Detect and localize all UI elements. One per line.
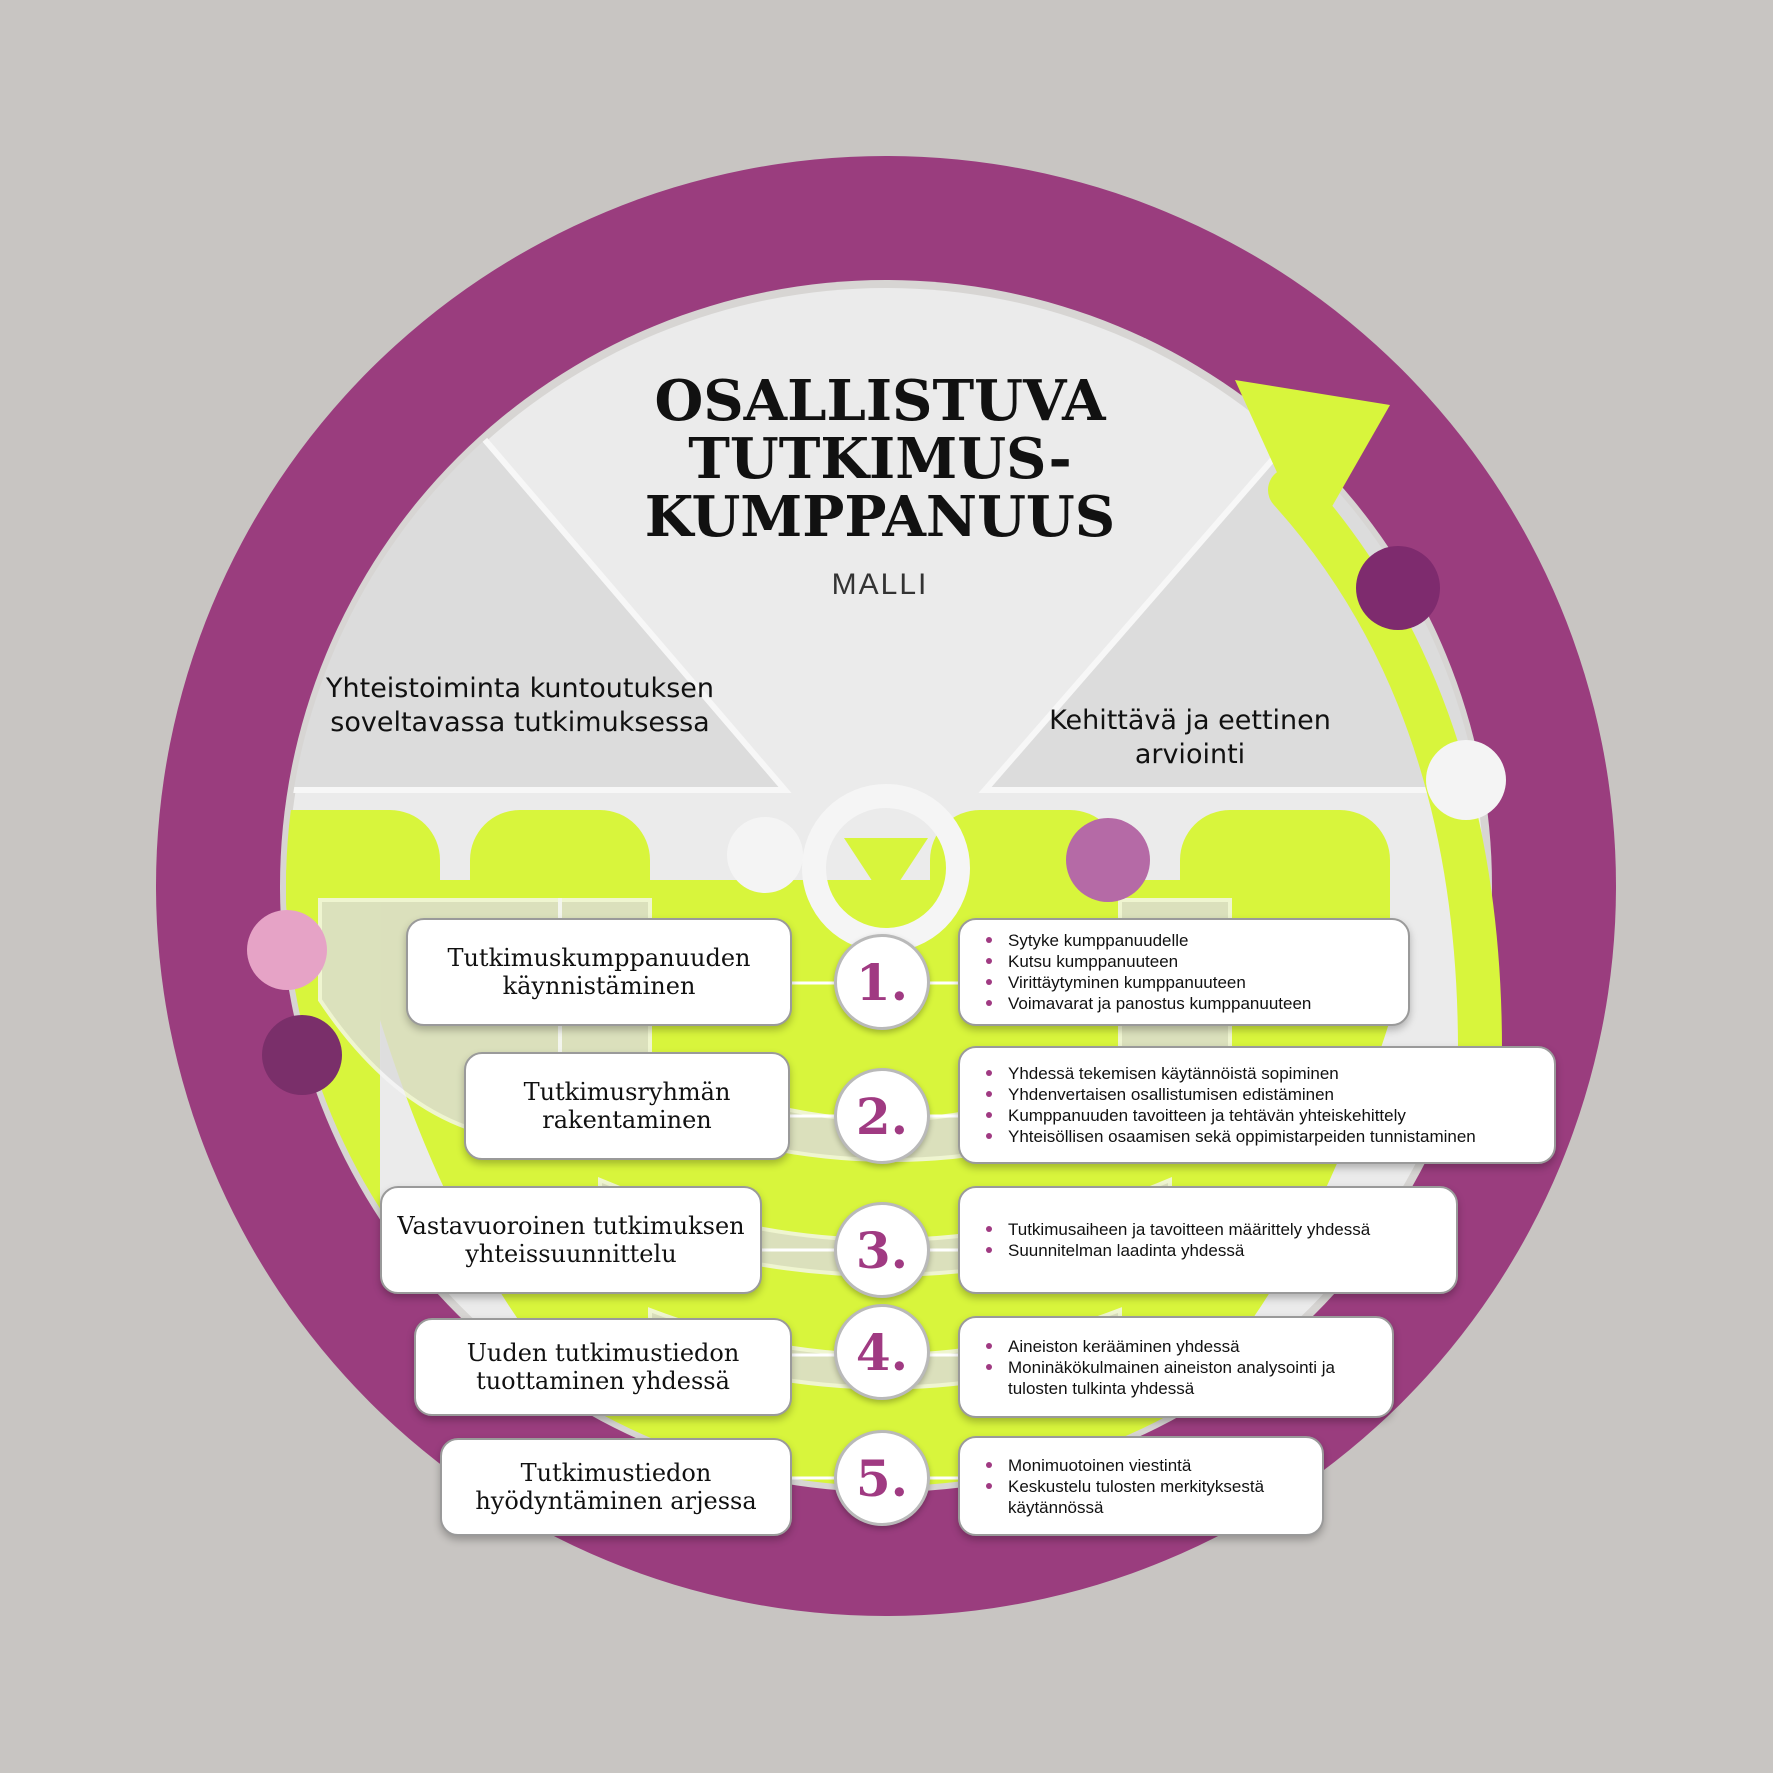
step-1-details <box>958 918 1410 1026</box>
list-item: Aineiston kerääminen yhdessä <box>986 1336 1378 1357</box>
left-heading: Yhteistoiminta kuntoutuksen soveltavassa tutkimuksessa <box>326 673 714 738</box>
list-item: Kutsu kumppanuuteen <box>986 951 1311 972</box>
step-3-details <box>958 1186 1458 1294</box>
step-3-box <box>380 1186 762 1294</box>
step-2-number: 2. <box>834 1068 930 1164</box>
list-item: Yhdessä tekemisen käytännöistä sopiminen <box>986 1063 1476 1084</box>
step-5-box <box>440 1438 792 1536</box>
step-4-details <box>958 1316 1394 1418</box>
list-item: Tutkimusaiheen ja tavoitteen määrittely yhdessä <box>986 1219 1370 1240</box>
step-1-number: 1. <box>834 934 930 1030</box>
list-item: Suunnitelman laadinta yhdessä <box>986 1240 1370 1261</box>
step-2-details <box>958 1046 1556 1164</box>
step-3-number: 3. <box>834 1202 930 1298</box>
step-5-details <box>958 1436 1324 1536</box>
step-4-title: Uuden tutkimustiedon tuottaminen yhdessä <box>466 1339 740 1395</box>
step-1-box <box>406 918 792 1026</box>
list-item: Kumppanuuden tavoitteen ja tehtävän yhteiskehittely <box>986 1105 1476 1126</box>
step-3-title: Vastavuoroinen tutkimuksen yhteissuunnittelu <box>397 1212 745 1268</box>
step-5-number: 5. <box>834 1430 930 1526</box>
subtitle: MALLI <box>831 568 929 601</box>
list-item: Keskustelu tulosten merkityksestä käytännössä <box>986 1476 1308 1518</box>
list-item: Moninäkökulmainen aineiston analysointi ja tulosten tulkinta yhdessä <box>986 1357 1378 1399</box>
list-item: Monimuotoinen viestintä <box>986 1455 1308 1476</box>
step-1-title: Tutkimuskumppanuuden käynnistäminen <box>447 944 751 1000</box>
title-line-1: OSALLISTUVA <box>654 368 1106 434</box>
dot-white-left <box>727 817 803 893</box>
step-2-box <box>464 1052 790 1160</box>
list-item: Sytyke kumppanuudelle <box>986 930 1311 951</box>
dot-white <box>1426 740 1506 820</box>
step-4-box <box>414 1318 792 1416</box>
title-line-2: TUTKIMUS- <box>688 426 1072 492</box>
step-5-title: Tutkimustiedon hyödyntäminen arjessa <box>475 1459 757 1515</box>
right-heading: Kehittävä ja eettinen arviointi <box>1049 705 1331 770</box>
step-4-number: 4. <box>834 1304 930 1400</box>
step-2-title: Tutkimusryhmän rakentaminen <box>523 1078 731 1134</box>
dot-lightpink <box>247 910 327 990</box>
list-item: Yhdenvertaisen osallistumisen edistäminen <box>986 1084 1476 1105</box>
list-item: Yhteisöllisen osaamisen sekä oppimistarpeiden tunnistaminen <box>986 1126 1476 1147</box>
dot-purple <box>1356 546 1440 630</box>
title-line-3: KUMPPANUUS <box>644 484 1116 550</box>
list-item: Voimavarat ja panostus kumppanuuteen <box>986 993 1311 1014</box>
dot-darkpurple <box>262 1015 342 1095</box>
page-title <box>560 368 1200 550</box>
dot-pink <box>1066 818 1150 902</box>
list-item: Virittäytyminen kumppanuuteen <box>986 972 1311 993</box>
